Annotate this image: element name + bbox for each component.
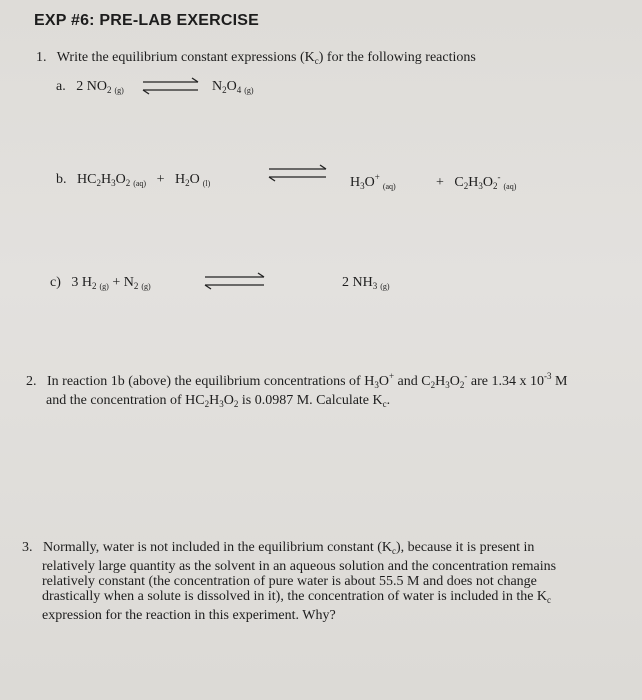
reaction-b-p2-sup: - [497,172,501,182]
question-3-line-3: relatively constant (the concentration of pure water is about 55.5 M and does not change [42,574,537,589]
question-3-line-5: expression for the reaction in this experiment. Why? [42,608,336,623]
question-2-l2-end: . [386,393,391,408]
equilibrium-arrow-icon [266,162,330,184]
reaction-a-product-sub2: 4 [236,85,242,95]
reaction-b-r1-s2: 3 [111,178,116,188]
question-3 [22,540,632,623]
reaction-b-p1: H [350,175,361,190]
reaction-c-r1-state: (g) [99,282,109,291]
reaction-c-p-s: 3 [372,281,378,291]
reaction-b-r2-s1: 2 [185,178,190,188]
question-2-l2-s3: 2 [233,399,239,409]
question-2-l2-m1: H [209,393,220,408]
reaction-b-r1-s1: 2 [96,178,101,188]
reaction-b-product-1 [350,172,396,191]
reaction-b-plus2: + [436,175,444,190]
reaction-b-p2-state: (aq) [503,182,517,191]
question-2-t2-s3: 2 [459,380,465,390]
question-3-l1-end: ), because it is present in [396,540,535,555]
question-2-t3-sup: -3 [543,371,552,381]
reaction-b-plus1: + [156,172,165,187]
reaction-a-reactant-sub: 2 [106,85,112,95]
equilibrium-arrow-icon [140,76,202,96]
question-1-text-sub: c [314,56,319,66]
question-3-l1-sub: c [392,546,397,556]
page-title: EXP #6: PRE-LAB EXERCISE [34,12,260,29]
reaction-b-r2: H [175,172,186,187]
reaction-b-r2-state: (l) [202,179,211,188]
question-2-t1-sup: + [388,371,395,381]
reaction-c-r1-s: 2 [92,281,97,291]
question-3-line-2: relatively large quantity as the solvent in an aqueous solution and the concentration remains [42,559,557,574]
question-2-t2-m2: O [449,374,460,389]
question-3-l4: drastically when a solute is dissolved in it), the concentration of water is included in the K [42,589,548,604]
reaction-b-p2-m1: H [468,175,479,190]
reaction-b-r1: HC [77,172,97,187]
reaction-a-reactant-state: (g) [114,86,124,95]
question-3-l1: Normally, water is not included in the equilibrium constant (K [43,540,393,555]
reaction-b-label: b. [56,172,67,187]
question-2-t1-m: O [378,374,389,389]
equilibrium-arrow-icon [202,270,268,292]
reaction-b-r1-state: (aq) [133,179,147,188]
reaction-c-p: 2 NH [342,275,373,290]
reaction-b-p2-s3: 2 [493,181,498,191]
reaction-c-p-state: (g) [380,282,390,291]
question-2-t3: are 1.34 x 10 [467,374,544,389]
question-2-t3-end: M [551,374,568,389]
question-2-t1: In reaction 1b (above) the equilibrium concentrations of H [47,374,375,389]
reaction-c-product [342,275,390,291]
question-2-t2-s1: 2 [430,380,436,390]
reaction-a-product: N [212,79,223,94]
reaction-b-r2-m: O [189,172,200,187]
reaction-b-r1-m1: H [100,172,112,187]
reaction-b-p2-s2: 3 [478,181,483,191]
question-3-l4-sub: c [547,595,552,605]
reaction-b-r1-m2: O [115,172,126,187]
reaction-b-p2-m2: O [482,175,493,190]
question-1-number: 1. [36,50,47,65]
question-2-line-1 [26,369,626,393]
question-2-t2-m1: H [435,374,446,389]
reaction-a-product-mid: O [226,79,237,94]
question-1-text-end: ) for the following reactions [318,50,476,65]
question-2-t1-s: 3 [374,380,379,390]
reaction-a-product-sub1: 2 [222,85,227,95]
question-2-l2a: and the concentration of HC [46,393,205,408]
reaction-b-p1-state: (aq) [382,182,396,191]
question-2-l2-s2: 3 [219,399,224,409]
question-2 [26,369,626,412]
question-2-line-2 [26,393,626,412]
reaction-b-product-2 [436,172,516,191]
reaction-b-p1-m: O [364,175,375,190]
reaction-a-product-state: (g) [244,86,254,95]
question-2-l2-sub: c [382,399,387,409]
reaction-c-r1: 3 H [71,275,93,290]
question-2-t2-s2: 3 [445,380,450,390]
reaction-b-p1-s: 3 [360,181,365,191]
question-2-t2: and C [394,374,431,389]
question-2-t2-sup: - [464,371,468,381]
reaction-c-r2-s: 2 [133,281,139,291]
reaction-a-reactants [56,79,124,95]
question-2-number: 2. [26,374,37,389]
reaction-c-r2-state: (g) [141,282,151,291]
question-3-line-1 [22,540,632,559]
reaction-a-products [212,79,254,95]
reaction-b-p2: C [454,175,464,190]
question-1 [36,50,476,69]
reaction-c-reactants [50,275,151,291]
reaction-a-reactant: 2 NO [76,79,107,94]
question-2-l2-s1: 2 [204,399,210,409]
reaction-b-reactants [56,172,210,188]
reaction-b-p2-s1: 2 [463,181,469,191]
question-2-l2b: is 0.0987 M. Calculate K [238,393,383,408]
reaction-b-r1-s3: 2 [125,178,131,188]
question-1-text: Write the equilibrium constant expressions (K [56,50,315,65]
question-2-l2-m2: O [223,393,234,408]
reaction-b-p1-sup: + [374,172,380,182]
question-3-line-4 [22,589,632,608]
reaction-a-label: a. [56,79,66,94]
reaction-c-plus: + [112,275,121,290]
reaction-c-label: c) [50,275,61,290]
question-3-number: 3. [22,540,33,555]
reaction-c-r2: N [123,275,134,290]
